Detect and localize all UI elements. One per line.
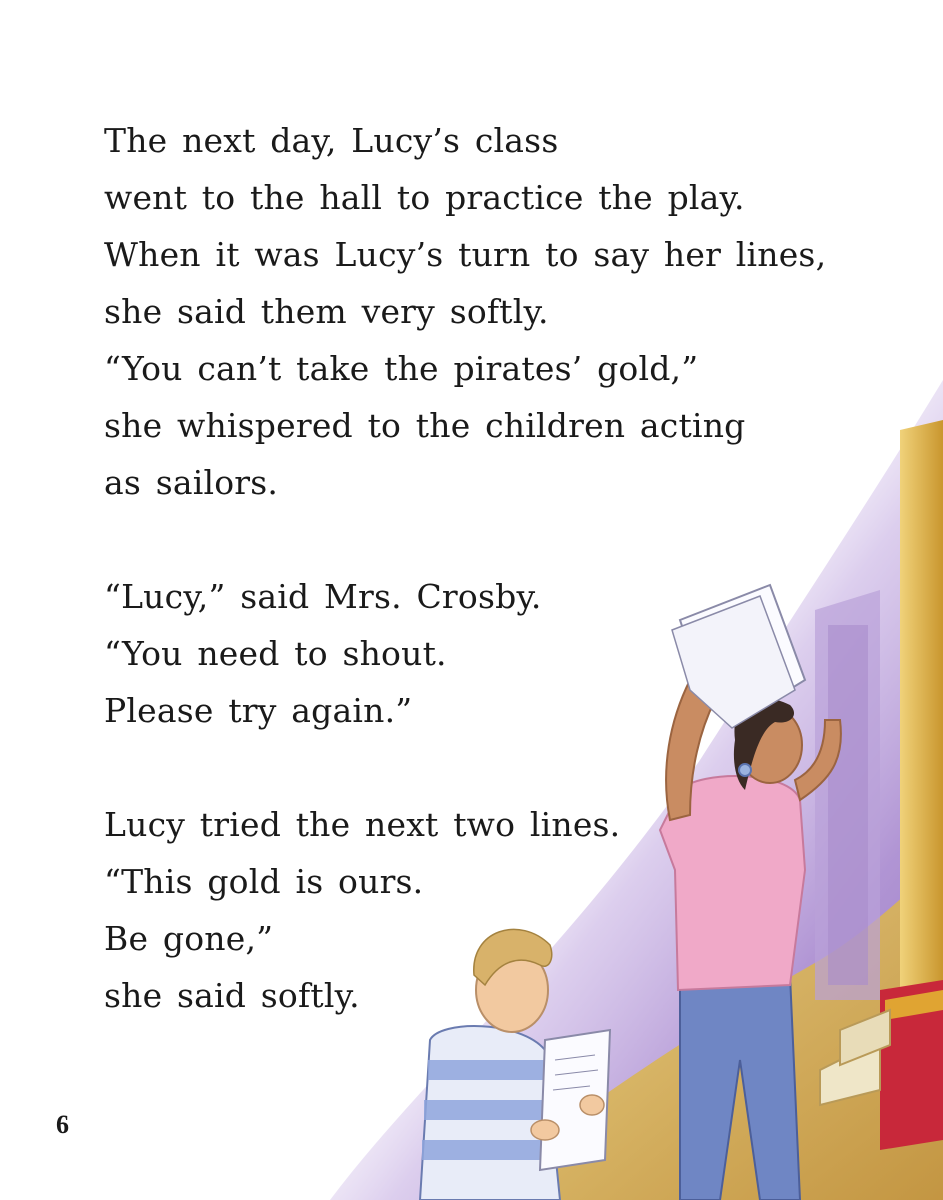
story-line: “Lucy,” said Mrs. Crosby. [104, 577, 542, 616]
story-line: Lucy tried the next two lines. [104, 805, 621, 844]
story-line: “This gold is ours. [104, 862, 424, 901]
story-line: she said softly. [104, 976, 360, 1015]
story-line: Please try again.” [104, 691, 413, 730]
story-line: she said them very softly. [104, 292, 549, 331]
paragraph [104, 796, 864, 1024]
story-line: The next day, Lucy’s class [104, 121, 559, 160]
story-text [104, 112, 864, 1081]
story-line: she whispered to the children acting [104, 406, 746, 445]
story-line: as sailors. [104, 463, 279, 502]
story-line: “You can’t take the pirates’ gold,” [104, 349, 699, 388]
paragraph [104, 568, 864, 739]
story-line: Be gone,” [104, 919, 274, 958]
story-line: “You need to shout. [104, 634, 447, 673]
story-line: went to the hall to practice the play. [104, 178, 745, 217]
page-number: 6 [56, 1110, 69, 1139]
story-line: When it was Lucy’s turn to say her lines, [104, 235, 827, 274]
paragraph [104, 112, 864, 511]
